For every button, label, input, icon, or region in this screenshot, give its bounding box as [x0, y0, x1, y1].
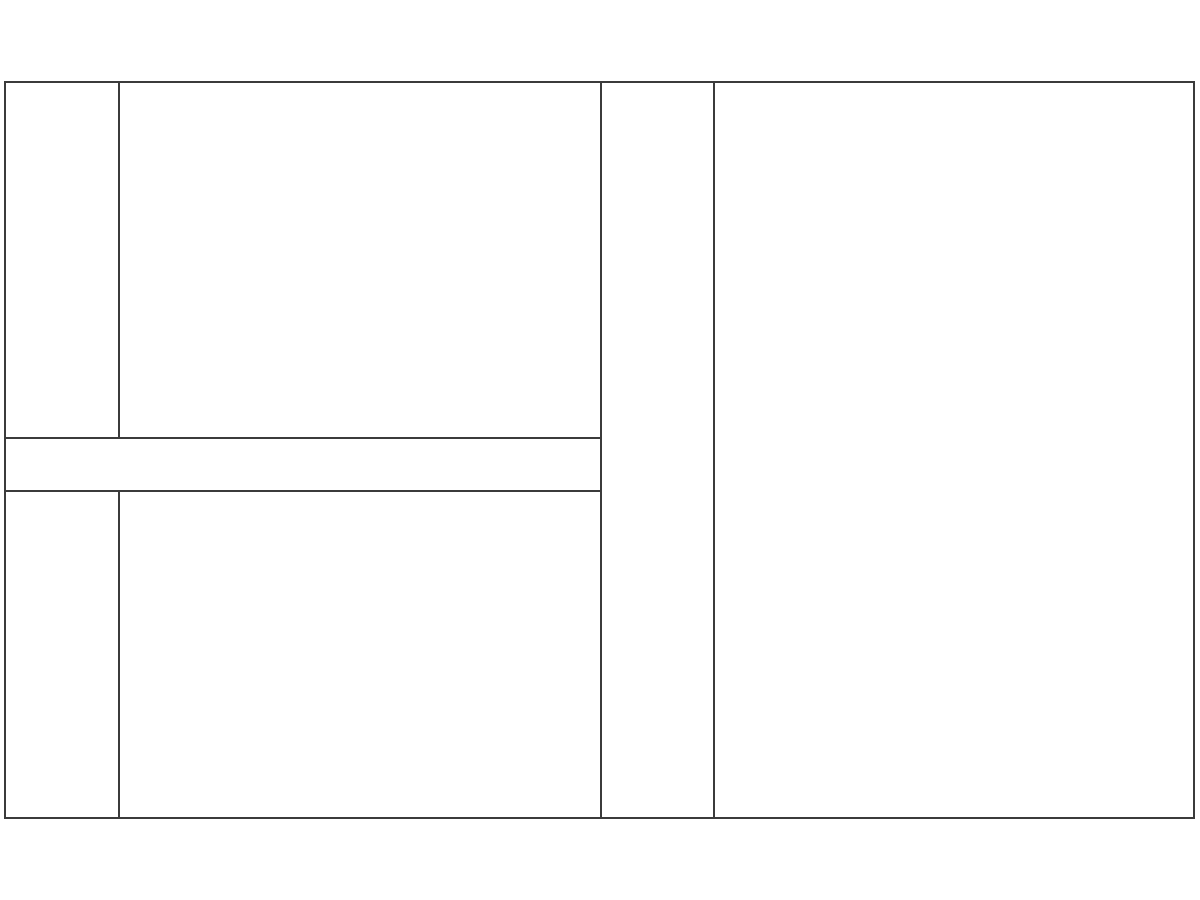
left-table — [4, 81, 602, 819]
section-24inch — [6, 492, 600, 817]
color-list-20inch — [715, 83, 1193, 817]
section-16inch — [6, 83, 600, 437]
right-table — [600, 81, 1195, 819]
color-list-24inch — [120, 492, 600, 817]
length-label-20inch — [602, 83, 715, 817]
color-list-16inch — [120, 83, 600, 437]
length-label-24inch — [6, 492, 120, 817]
length-label-16inch — [6, 83, 120, 437]
empty-spacer-row — [6, 437, 600, 492]
